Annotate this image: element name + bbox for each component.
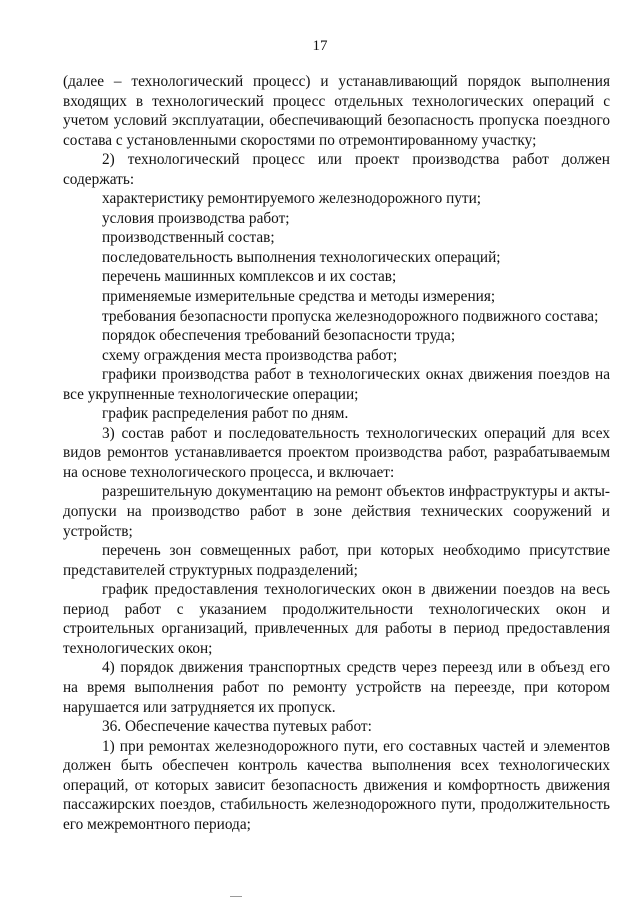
list-item: порядок обеспечения требований безопасности труда; (102, 327, 456, 345)
paragraph: 3) состав работ и последовательность технологических операций для всех видов ремонтов устанавливается проектом производства работ, разрабатываемым на основе технологического процесса, и включает: (63, 424, 610, 481)
paragraph: 2) технологический процесс или проект производства работ должен содержать: (63, 151, 610, 188)
paragraph: график предоставления технологических окон в движении поездов на весь период работ с указанием продолжительности технологических окон и строительных организаций, привлеченных для работы в период предоставления технологических окон; (63, 581, 610, 657)
list-item: характеристику ремонтируемого железнодорожного пути; (102, 190, 482, 208)
paragraph: перечень зон совмещенных работ, при которых необходимо присутствие представителей структурных подразделений; (63, 542, 610, 579)
list-item: график распределения работ по дням. (102, 405, 349, 423)
scan-artifact (230, 896, 242, 897)
list-item: схему ограждения места производства работ; (102, 346, 398, 364)
list-item: условия производства работ; (102, 209, 290, 227)
list-item: применяемые измерительные средства и методы измерения; (102, 288, 496, 306)
list-item: производственный состав; (102, 229, 275, 247)
paragraph: разрешительную документацию на ремонт объектов инфраструктуры и акты-допуски на производство работ в зоне действия технических сооружений и устройств; (63, 483, 610, 540)
list-item: перечень машинных комплексов и их состав; (102, 268, 397, 286)
body-text (63, 72, 610, 834)
list-item: последовательность выполнения технологических операций; (102, 248, 501, 266)
paragraph: 4) порядок движения транспортных средств через переезд или в объезд его на время выполнения работ по ремонту устройств на переезде, при котором нарушается или затрудняется их пропуск. (63, 659, 610, 716)
paragraph: 1) при ремонтах железнодорожного пути, его составных частей и элементов должен быть обеспечен контроль качества выполнения всех технологических операций, от которых зависит безопасность движения и комфортность движения пассажирских поездов, стабильность железнодорожного пути, продолжительность его межремонтного периода; (63, 737, 610, 833)
paragraph: графики производства работ в технологических окнах движения поездов на все укрупненные технологические операции; (63, 366, 610, 403)
section-heading: 36. Обеспечение качества путевых работ: (102, 718, 372, 736)
paragraph: (далее – технологический процесс) и устанавливающий порядок выполнения входящих в технологический процесс отдельных технологических операций с учетом условий эксплуатации, обеспечивающий безопасность пропуска поездного состава с установленными скоростями по отремонтированному участку; (63, 73, 610, 149)
page-number: 17 (312, 38, 328, 54)
list-item: требования безопасности пропуска железнодорожного подвижного состава; (102, 307, 599, 325)
